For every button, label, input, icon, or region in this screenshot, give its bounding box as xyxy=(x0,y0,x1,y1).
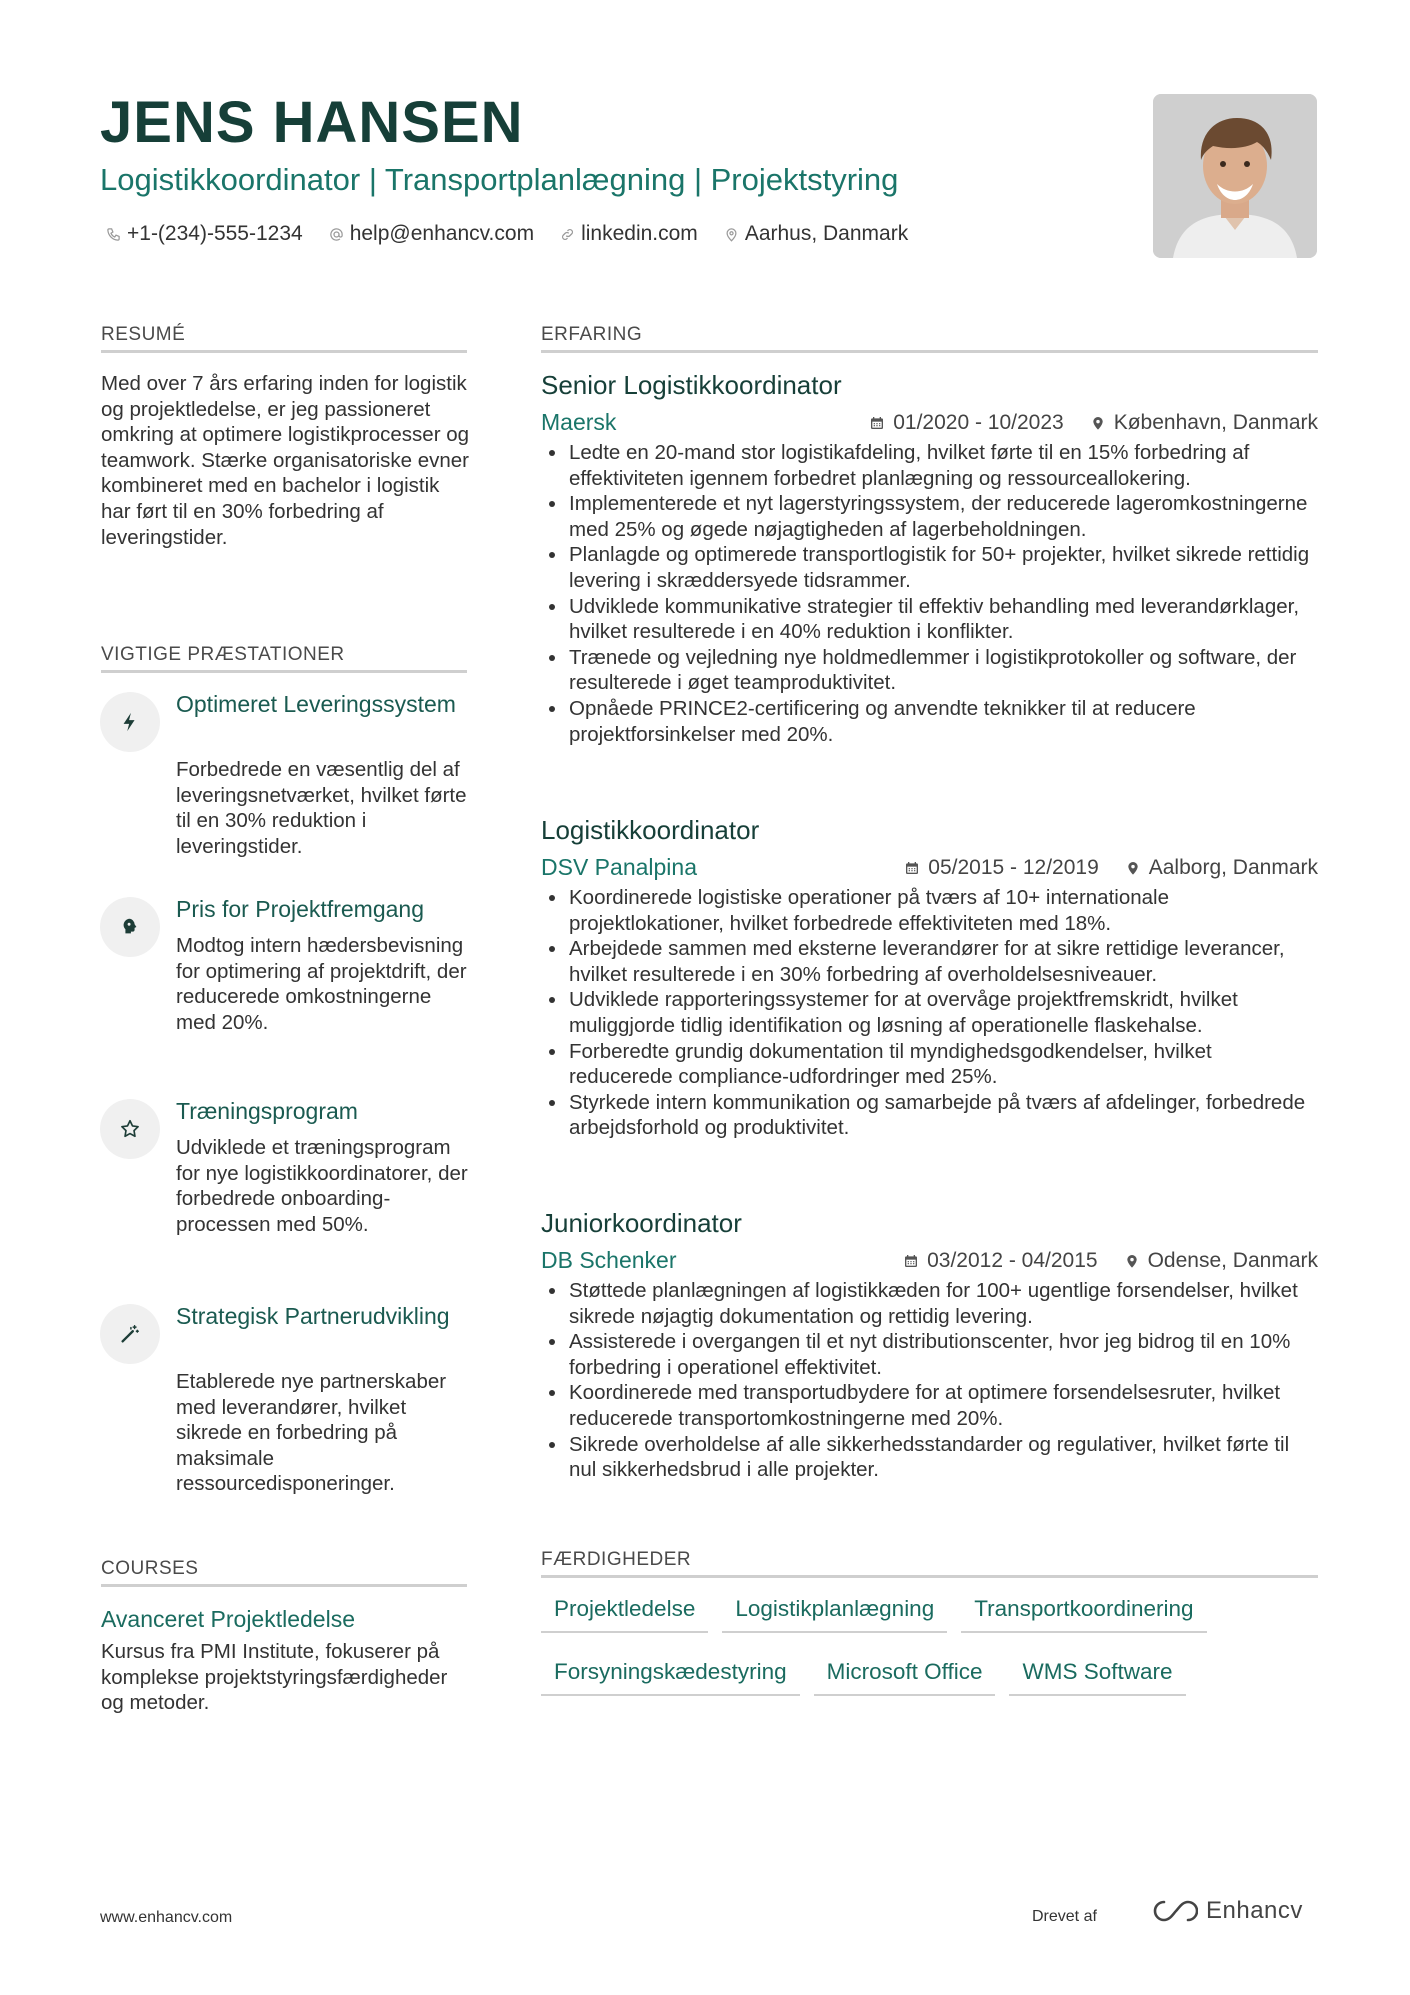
achievement-desc: Etablerede nye partnerskaber med leverandører, hvilket sikrede en forbedring på maksimale ressourcedisponeringer. xyxy=(176,1370,447,1496)
link-icon xyxy=(560,227,575,242)
achievement-desc: Modtog intern hædersbevisning for optimering af projektdrift, der reducerede omkostningerne med 20%. xyxy=(176,934,467,1034)
list-item: Assisterede i overgangen til et nyt distributionscenter, hvor jeg bidrog til en 10% forbedring i operationel effektivitet. xyxy=(541,1329,1318,1380)
brain-icon xyxy=(119,916,141,938)
location-text: Aarhus, Danmark xyxy=(744,222,909,245)
list-item: Støttede planlægningen af logistikkæden for 100+ ugentlige forsendelser, hvilket sikrede nøjagtig dokumentation og rettidig levering. xyxy=(541,1278,1318,1329)
candidate-title: Logistikkoordinator | Transportplanlægning | Projektstyring xyxy=(100,162,899,197)
section-header-experience: ERFARING xyxy=(541,322,1318,353)
job-bullets xyxy=(541,440,1318,747)
skill-tag: Projektledelse xyxy=(541,1590,708,1633)
section-header-skills: FÆRDIGHEDER xyxy=(541,1547,1318,1578)
list-item: Sikrede overholdelse af alle sikkerhedsstandarder og regulativer, hvilket førte til nul sikkerhedsbrud i alle projekter. xyxy=(541,1432,1318,1483)
achievement-title: Pris for Projektfremgang xyxy=(176,896,424,922)
skill-tag: Transportkoordinering xyxy=(961,1590,1206,1633)
skills-list xyxy=(541,1590,1321,1716)
calendar-icon xyxy=(869,415,885,431)
profile-photo xyxy=(1153,94,1317,258)
enhancv-logo-icon xyxy=(1150,1898,1198,1924)
phone-text: +1-(234)-555-1234 xyxy=(127,222,303,245)
section-header-courses: COURSES xyxy=(101,1556,467,1587)
company-name: Maersk xyxy=(541,409,617,435)
contact-phone[interactable] xyxy=(106,219,303,249)
achievement-item xyxy=(100,1097,470,1247)
list-item: Udviklede kommunikative strategier til effektiv behandling med leverandørklager, hvilket resulterede i en 40% reduktion i konflikter. xyxy=(541,594,1318,645)
experience-entry xyxy=(541,369,1318,747)
achievement-title: Optimeret Leveringssystem xyxy=(176,691,456,717)
skill-tag: Microsoft Office xyxy=(814,1653,996,1696)
enhancv-logo-text: Enhancv xyxy=(1206,1897,1303,1924)
achievement-item xyxy=(100,895,470,1045)
job-dates: 05/2015 - 12/2019 xyxy=(928,856,1099,879)
list-item: Koordinerede med transportudbydere for at optimere forsendelsesruter, hvilket reducerede transportomkostningerne med 20%. xyxy=(541,1380,1318,1431)
contact-location xyxy=(724,219,908,249)
footer-website[interactable]: www.enhancv.com xyxy=(100,1909,233,1926)
skill-tag: Forsyningskædestyring xyxy=(541,1653,800,1696)
list-item: Udviklede rapporteringssystemer for at overvåge projektfremskridt, hvilket muliggjorde tidlig identifikation og løsning af operationelle flaskehalse. xyxy=(541,987,1318,1038)
contact-email[interactable] xyxy=(329,219,534,249)
job-dates: 01/2020 - 10/2023 xyxy=(893,411,1064,434)
location-pin-icon xyxy=(724,227,739,242)
magic-wand-icon xyxy=(119,1323,141,1345)
lightning-icon xyxy=(119,711,141,733)
section-header-resume: RESUMÉ xyxy=(101,322,467,353)
footer-powered-by: Drevet af xyxy=(1032,1908,1097,1925)
list-item: Opnåede PRINCE2-certificering og anvendte teknikker til at reducere projektforsinkelser med 20%. xyxy=(541,696,1318,747)
achievement-title: Træningsprogram xyxy=(176,1098,358,1124)
job-location: København, Danmark xyxy=(1113,411,1318,434)
phone-icon xyxy=(106,227,121,242)
job-title: Senior Logistikkoordinator xyxy=(541,370,842,400)
resume-summary: Med over 7 års erfaring inden for logistik og projektledelse, er jeg passioneret omkring at optimere logistikprocesser og teamwork. Stærke organisatoriske evner kombineret med en bachelor i logistik har ført til en 30% forbedring af leveringstider. xyxy=(101,372,470,549)
experience-entry xyxy=(541,1207,1318,1483)
company-name: DSV Panalpina xyxy=(541,854,697,880)
list-item: Forberedte grundig dokumentation til myndighedsgodkendelser, hvilket reducerede compliance-udfordringer med 25%. xyxy=(541,1039,1318,1090)
list-item: Trænede og vejledning nye holdmedlemmer i logistikprotokoller og software, der resulterede i øget teamproduktivitet. xyxy=(541,645,1318,696)
skill-tag: WMS Software xyxy=(1009,1653,1185,1696)
calendar-icon xyxy=(903,1253,919,1269)
experience-entry xyxy=(541,814,1318,1141)
job-title: Juniorkoordinator xyxy=(541,1208,742,1238)
achievement-title: Strategisk Partnerudvikling xyxy=(176,1303,450,1329)
job-bullets xyxy=(541,1278,1318,1483)
achievement-desc: Forbedrede en væsentlig del af leveringsnetværket, hvilket førte til en 30% reduktion i leveringstider. xyxy=(176,758,467,858)
course-title: Avanceret Projektledelse xyxy=(101,1606,355,1632)
job-location: Odense, Danmark xyxy=(1147,1249,1318,1272)
contact-bar xyxy=(106,219,908,249)
section-header-achievements: VIGTIGE PRÆSTATIONER xyxy=(101,642,467,673)
course-desc: Kursus fra PMI Institute, fokuserer på komplekse projektstyringsfærdigheder og metoder. xyxy=(101,1640,448,1715)
at-icon xyxy=(329,227,344,242)
job-title: Logistikkoordinator xyxy=(541,815,760,845)
list-item: Arbejdede sammen med eksterne leverandører for at sikre rettidige leverancer, hvilket resulterede i en 30% forbedring af overholdelsesniveauer. xyxy=(541,936,1318,987)
list-item: Planlagde og optimerede transportlogistik for 50+ projekter, hvilket sikrede rettidig levering i skræddersyede tidsrammer. xyxy=(541,542,1318,593)
job-dates: 03/2012 - 04/2015 xyxy=(927,1249,1098,1272)
email-text: help@enhancv.com xyxy=(349,222,535,245)
achievement-desc: Udviklede et træningsprogram for nye logistikkoordinatorer, der forbedrede onboarding-processen med 50%. xyxy=(176,1136,468,1236)
skill-tag: Logistikplanlægning xyxy=(722,1590,947,1633)
calendar-icon xyxy=(904,860,920,876)
location-pin-icon xyxy=(1124,1253,1140,1269)
job-bullets xyxy=(541,885,1318,1141)
list-item: Styrkede intern kommunikation og samarbejde på tværs af afdelinger, forbedrede arbejdsforhold og produktivitet. xyxy=(541,1090,1318,1141)
location-pin-icon xyxy=(1090,415,1106,431)
company-name: DB Schenker xyxy=(541,1247,677,1273)
linkedin-text: linkedin.com xyxy=(581,222,698,245)
achievement-item xyxy=(100,690,470,870)
star-icon xyxy=(119,1118,141,1140)
achievement-item xyxy=(100,1302,470,1502)
job-location: Aalborg, Danmark xyxy=(1148,856,1318,879)
enhancv-logo[interactable] xyxy=(1150,1897,1303,1925)
contact-linkedin[interactable] xyxy=(560,219,698,249)
list-item: Koordinerede logistiske operationer på tværs af 10+ internationale projektlokationer, hvilket forbedrede effektiviteten med 18%. xyxy=(541,885,1318,936)
list-item: Implementerede et nyt lagerstyringssystem, der reducerede lageromkostningerne med 25% og øgede nøjagtigheden af lagerbeholdningen. xyxy=(541,491,1318,542)
candidate-name: JENS HANSEN xyxy=(100,90,524,155)
list-item: Ledte en 20-mand stor logistikafdeling, hvilket førte til en 15% forbedring af effektiviteten igennem forbedret planlægning og ressourceallokering. xyxy=(541,440,1318,491)
location-pin-icon xyxy=(1125,860,1141,876)
